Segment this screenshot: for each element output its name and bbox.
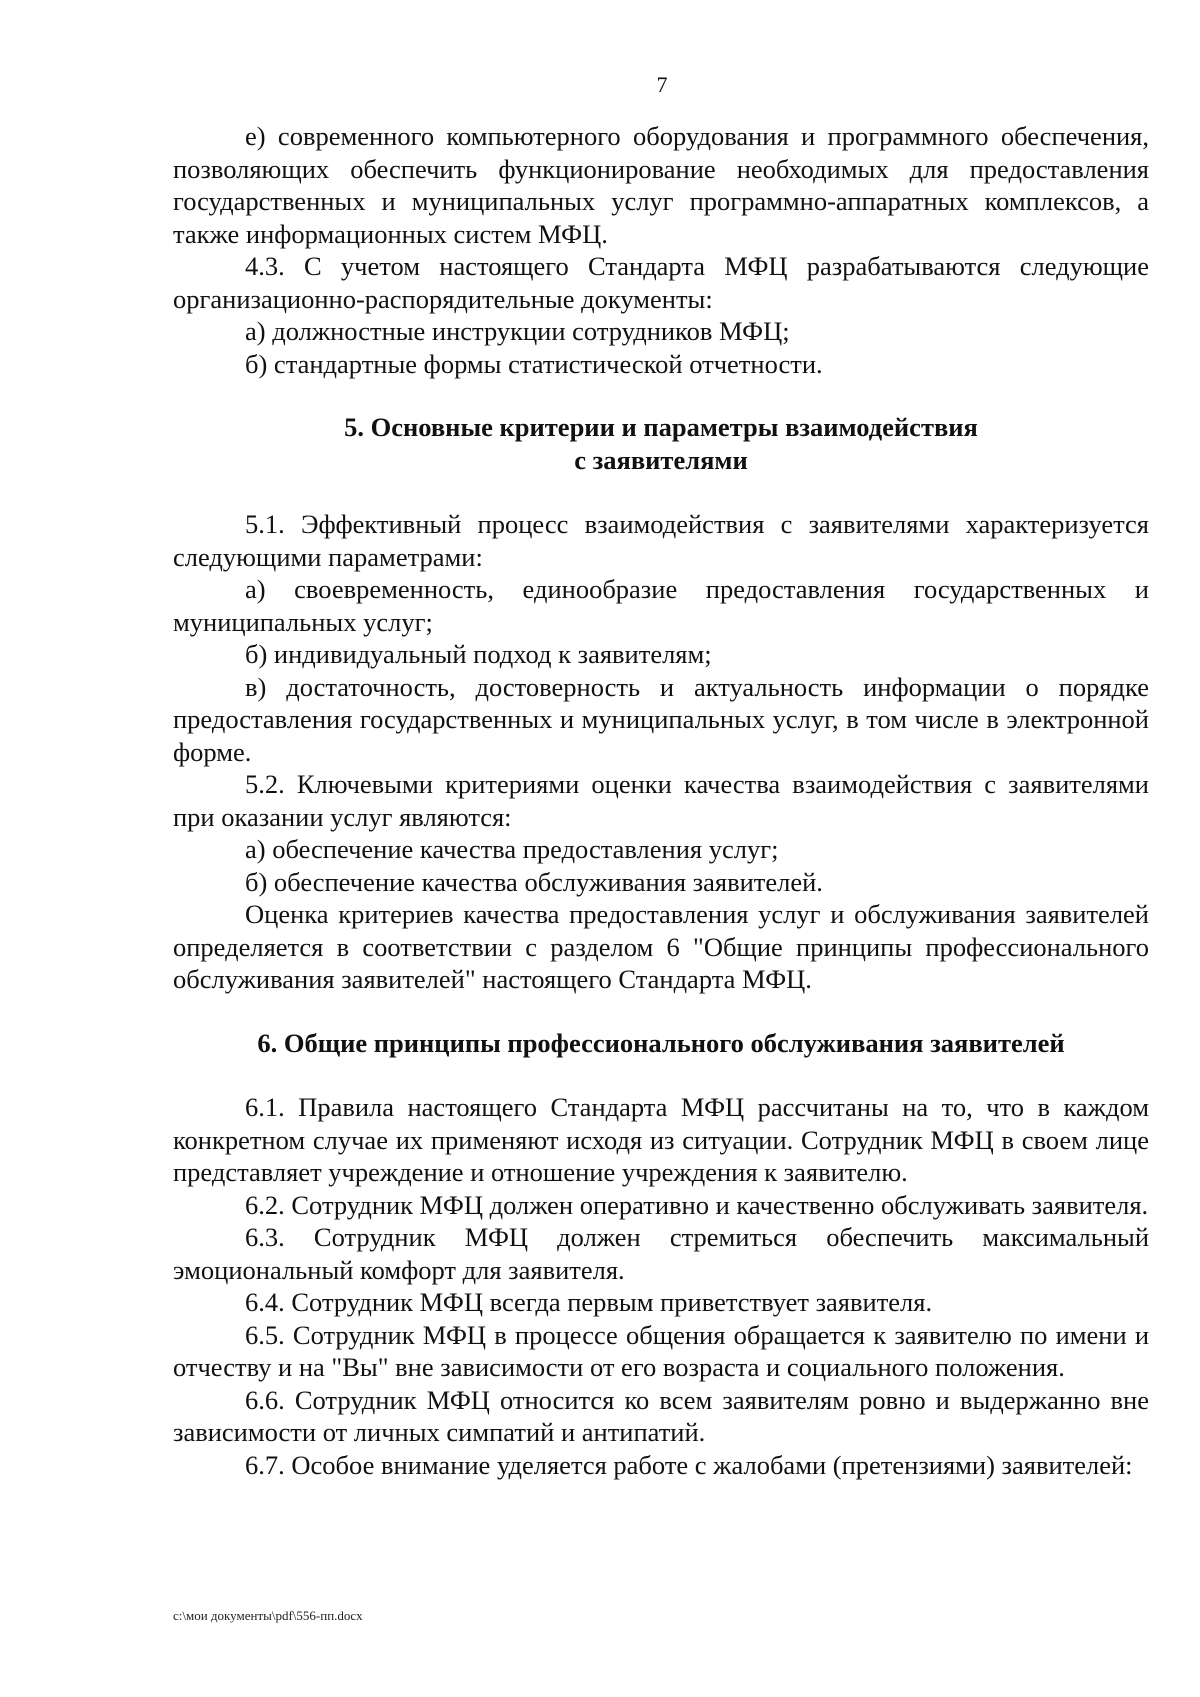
section-5-heading-line1: 5. Основные критерии и параметры взаимодействия — [344, 412, 978, 442]
paragraph-5-2-evaluation: Оценка критериев качества предоставления услуг и обслуживания заявителей определяется в соответствии с разделом 6 "Общие принципы профессионального обслуживания заявителей" настоящего Стандарта МФЦ. — [173, 899, 1149, 994]
paragraph-5-1-b: б) индивидуальный подход к заявителям; — [245, 639, 712, 669]
paragraph-4-3-a: а) должностные инструкции сотрудников МФЦ; — [245, 316, 790, 346]
paragraph-6-4: 6.4. Сотрудник МФЦ всегда первым приветствует заявителя. — [245, 1287, 933, 1317]
paragraph-5-1-a: а) своевременность, единообразие предоставления государственных и муниципальных услуг; — [173, 574, 1149, 637]
paragraph-4-3: 4.3. С учетом настоящего Стандарта МФЦ разрабатываются следующие организационно-распорядительные документы: — [173, 251, 1149, 314]
paragraph-6-5: 6.5. Сотрудник МФЦ в процессе общения обращается к заявителю по имени и отчеству и на "Вы" вне зависимости от его возраста и социального положения. — [173, 1319, 1149, 1382]
paragraph-6-6: 6.6. Сотрудник МФЦ относится ко всем заявителям ровно и выдержанно вне зависимости от личных симпатий и антипатий. — [173, 1384, 1149, 1447]
section-6-heading: 6. Общие принципы профессионального обслуживания заявителей — [257, 1027, 1065, 1058]
paragraph-6-7: 6.7. Особое внимание уделяется работе с жалобами (претензиями) заявителей: — [245, 1449, 1133, 1480]
document-body — [173, 120, 1149, 1481]
paragraph-5-2-a: а) обеспечение качества предоставления услуг; — [245, 834, 779, 864]
section-5-heading-line2: с заявителями — [574, 444, 748, 475]
paragraph-4-3-b: б) стандартные формы статистической отчетности. — [245, 348, 823, 379]
page-number: 7 — [656, 72, 668, 97]
paragraph-6-2: 6.2. Сотрудник МФЦ должен оперативно и качественно обслуживать заявителя. — [245, 1189, 1149, 1220]
paragraph-6-1: 6.1. Правила настоящего Стандарта МФЦ рассчитаны на то, что в каждом конкретном случае их применяют исходя из ситуации. Сотрудник МФЦ в своем лице представляет учреждение и отношение учреждения к заявителю. — [173, 1092, 1149, 1187]
footer-file-path: c:\мои документы\pdf\556-пп.docx — [173, 1608, 363, 1623]
paragraph-5-2-b: б) обеспечение качества обслуживания заявителей. — [245, 866, 823, 897]
paragraph-5-1: 5.1. Эффективный процесс взаимодействия с заявителями характеризуется следующими параметрами: — [173, 509, 1149, 572]
section-5-heading — [173, 411, 1149, 476]
paragraph-5-1-v: в) достаточность, достоверность и актуальность информации о порядке предоставления государственных и муниципальных услуг, в том числе в электронной форме. — [173, 671, 1149, 767]
paragraph-e-equipment: е) современного компьютерного оборудования и программного обеспечения, позволяющих обеспечить функционирование необходимых для предоставления государственных и муниципальных услуг программно-аппаратных комплексов, а также информационных систем МФЦ. — [173, 121, 1149, 249]
paragraph-5-2: 5.2. Ключевыми критериями оценки качества взаимодействия с заявителями при оказании услуг являются: — [173, 769, 1149, 832]
paragraph-6-3: 6.3. Сотрудник МФЦ должен стремиться обеспечить максимальный эмоциональный комфорт для заявителя. — [173, 1222, 1149, 1285]
